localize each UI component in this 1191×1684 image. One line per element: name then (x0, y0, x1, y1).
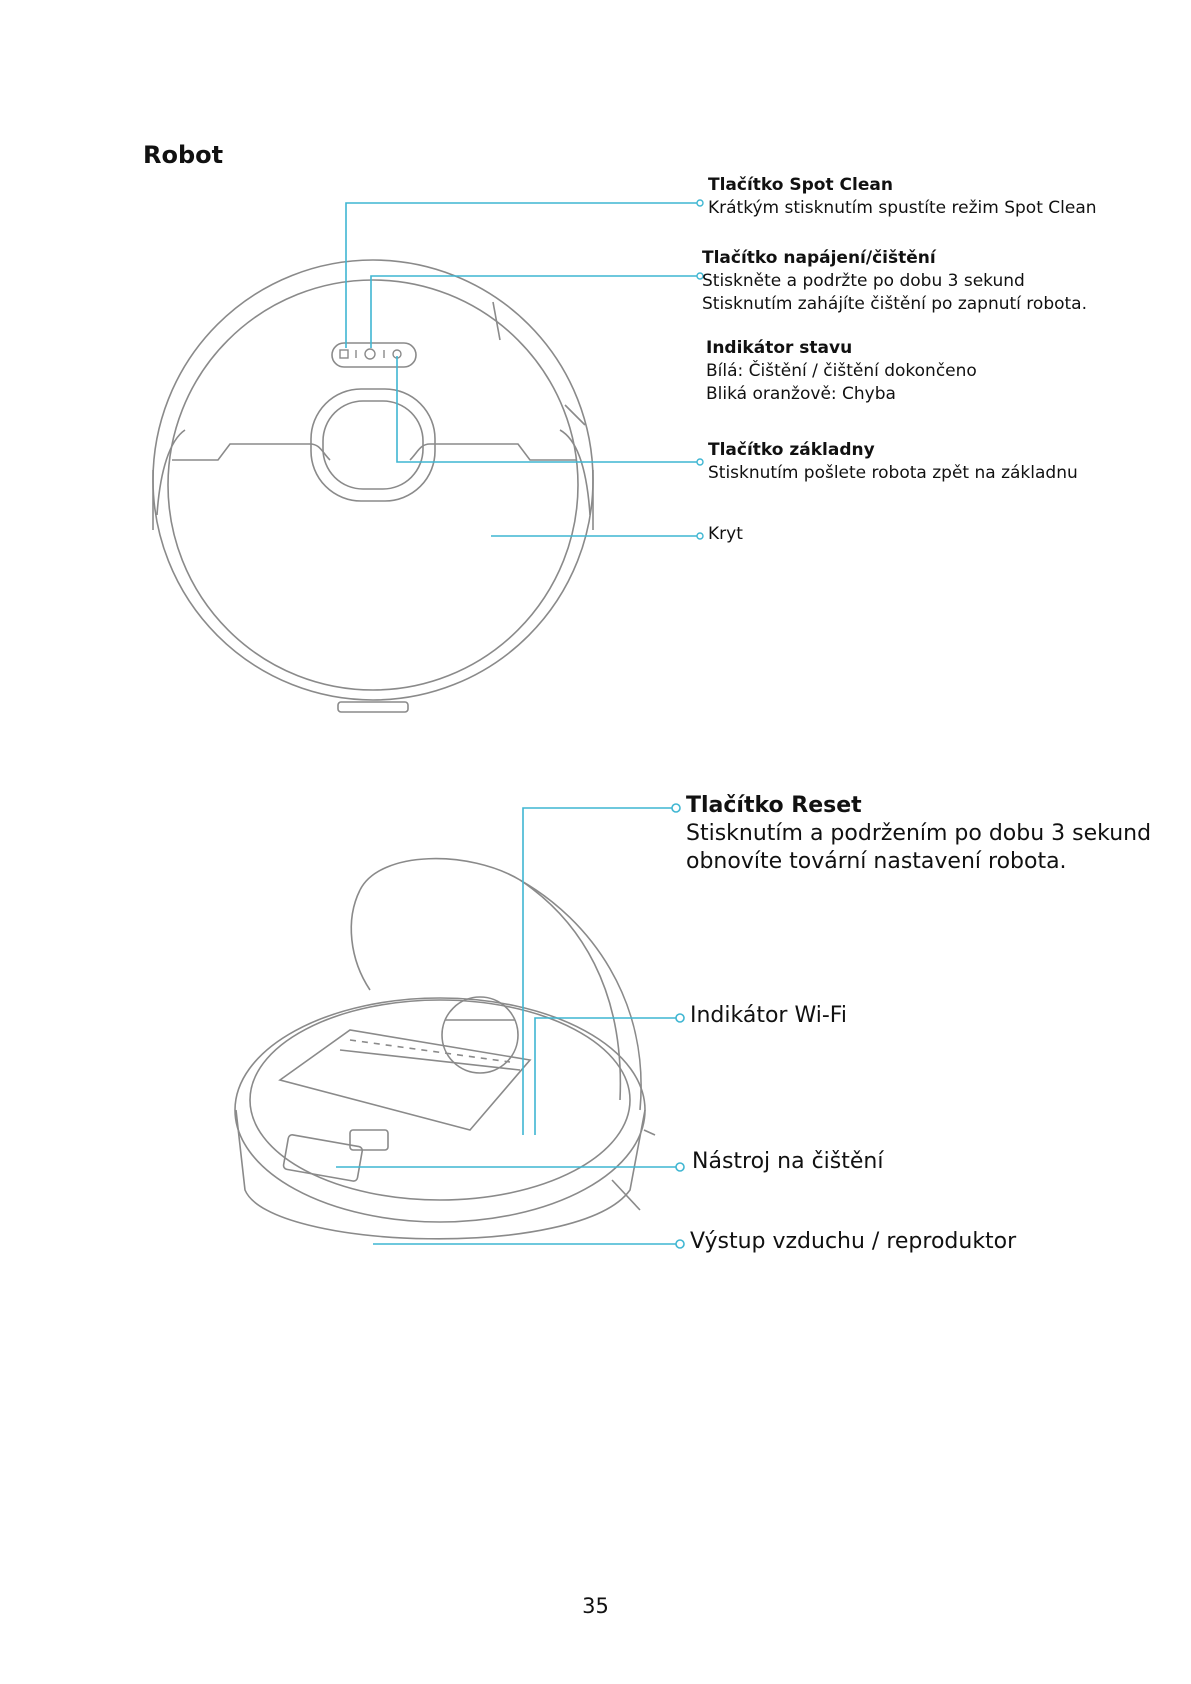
callout-power-clean (702, 247, 1087, 316)
callout-status-indicator (706, 337, 977, 406)
callout-line: Bliká oranžově: Chyba (706, 384, 896, 404)
callout-title: Indikátor stavu (706, 338, 853, 358)
callout-wifi (690, 1002, 847, 1030)
callout-title: Kryt (708, 524, 743, 544)
callout-line: Stiskněte a podržte po dobu 3 sekund (702, 271, 1025, 291)
callout-line: Stisknutím pošlete robota zpět na základnu (708, 463, 1078, 483)
page-number: 35 (582, 1594, 609, 1618)
callout-title: Výstup vzduchu / reproduktor (690, 1229, 1017, 1254)
callout-line: Stisknutím a podržením po dobu 3 sekund (686, 821, 1152, 846)
callout-reset (686, 792, 1151, 876)
callout-line: Bílá: Čištění / čištění dokončeno (706, 361, 977, 381)
callout-air-outlet (690, 1228, 1016, 1256)
callout-title: Tlačítko napájení/čištění (702, 248, 936, 268)
robot-body-open (235, 998, 645, 1222)
callout-line: obnovíte tovární nastavení robota. (686, 849, 1067, 874)
callout-title: Tlačítko Spot Clean (708, 175, 893, 195)
leader-wifi (535, 1018, 676, 1135)
callout-dock (708, 439, 1078, 485)
callout-cover (708, 523, 743, 546)
callout-title: Tlačítko základny (708, 440, 875, 460)
open-lid (360, 859, 641, 1110)
callout-spot-clean (708, 174, 1097, 220)
callout-line: Stisknutím zahájíte čištění po zapnutí robota. (702, 294, 1088, 314)
page-heading: Robot (143, 141, 224, 169)
callout-title: Tlačítko Reset (686, 793, 862, 818)
callout-cleaning-tool (692, 1148, 883, 1176)
callout-title: Nástroj na čištění (692, 1149, 884, 1174)
callout-line: Krátkým stisknutím spustíte režim Spot Clean (708, 198, 1097, 218)
callout-title: Indikátor Wi-Fi (690, 1003, 847, 1028)
